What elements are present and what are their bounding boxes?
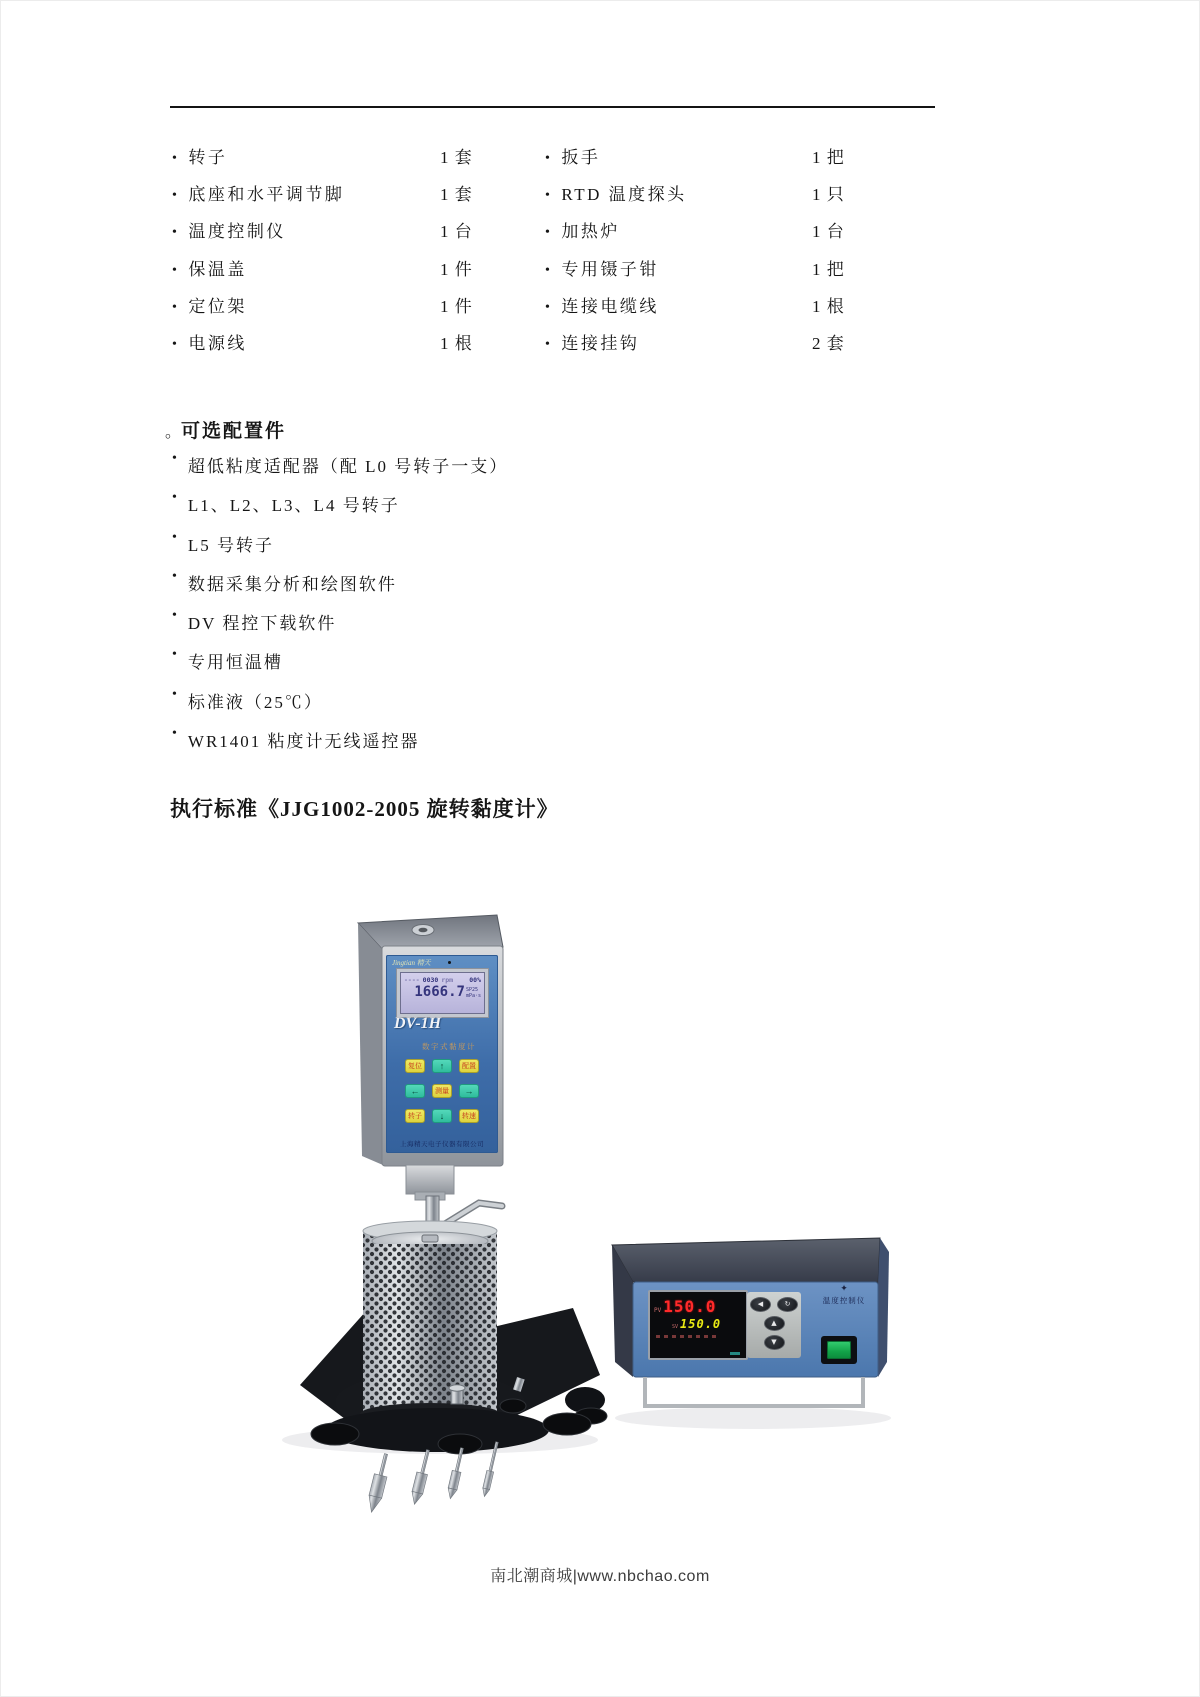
item-label: 扳手 [561,148,601,167]
list-item [172,531,508,570]
foot-knob [311,1423,359,1445]
list-item [172,329,440,354]
display-brand-mark [730,1352,740,1355]
section-title: 可选配置件 [181,421,287,442]
bullet-icon: • [545,262,553,278]
bullet-icon: • [172,336,180,352]
lcd-viscosity-unit: mPa·s [465,993,481,999]
bullet-icon: • [172,151,180,166]
list-item [172,143,440,168]
sv-label: SV [672,1324,679,1330]
item-label: L5 号转子 [187,535,275,555]
setup-return-button: ↻ [777,1297,798,1312]
item-qty: 1 根 [440,333,473,353]
brand-logo: Jingtian 精天 [392,959,431,967]
bullet-icon: • [172,451,179,466]
right-key: → [459,1084,479,1098]
viscometer-keypad [405,1059,479,1123]
pv-value: 150.0 [663,1297,717,1316]
item-qty: 1 把 [812,148,845,167]
list-item [172,727,508,766]
item-qty: 1 把 [812,259,845,279]
list-item [545,255,812,280]
item-qty: 1 套 [440,185,473,205]
list-item [545,217,812,242]
standard-heading: 执行标准《JJG1002-2005 旋转黏度计》 [170,797,559,821]
list-item [172,452,508,491]
list-item [172,648,508,687]
supplied-items-list [172,143,917,366]
controller-display [648,1290,748,1360]
item-label: 连接电缆线 [561,296,659,316]
bullet-icon: • [172,608,179,624]
item-qty: 1 只 [812,185,845,205]
bullet-icon: • [172,726,179,742]
item-label: WR1401 粘度计无线遥控器 [187,732,420,752]
optional-section-heading [165,416,286,443]
bullet-icon: • [545,336,553,352]
spindle [409,1449,433,1506]
spindle [365,1452,392,1513]
bullet-icon: • [545,225,553,241]
item-qty: 1 台 [812,222,845,242]
item-label: 保温盖 [188,259,247,279]
controller-name: 温度控制仪 [822,1296,866,1305]
bullet-icon: • [172,686,179,702]
list-item [172,255,440,280]
heating-furnace-cylinder [360,1221,500,1425]
item-label: 专用镊子钳 [561,259,659,279]
list-item [172,180,440,205]
item-qty: 1 根 [812,296,845,316]
list-item [172,292,440,317]
bullet-icon: • [172,225,180,241]
lcd-viscosity-value: 1666.7 [414,984,465,1000]
lcd-spindle-code: SP25 [465,987,478,993]
item-label: DV 程控下载软件 [187,614,337,634]
config-key: 配置 [459,1059,479,1073]
product-photo [255,840,895,1550]
bullet-icon: • [172,299,180,315]
item-qty: 1 件 [440,296,473,316]
list-item [172,570,508,609]
item-label: 定位架 [188,296,247,316]
item-label: 数据采集分析和绘图软件 [187,574,397,594]
bullet-icon: • [172,490,179,506]
item-label: 专用恒温槽 [187,653,283,673]
lcd-speed-unit: rpm [441,976,454,984]
sv-value: 150.0 [680,1317,722,1331]
list-item [172,688,508,727]
bullet-icon: • [545,151,553,166]
bullet-icon: • [545,299,553,315]
header-rule [170,106,935,108]
reset-key: 复位 [405,1059,425,1073]
foot-knob [543,1413,591,1435]
viscometer-lcd [400,972,485,1014]
decrease-button: ▼ [764,1335,785,1350]
model-subtitle: 数字式黏度计 [422,1042,476,1051]
power-rocker [827,1341,851,1359]
down-key: ↓ [432,1109,452,1123]
list-item [545,180,812,205]
wire-stand-bail [645,1377,863,1406]
footer-watermark: 南北潮商城|www.nbchao.com [490,1568,710,1585]
speaker-dot [448,961,451,964]
bullet-icon: • [172,568,179,584]
bullet-icon: • [172,262,180,278]
list-item [172,491,508,530]
pv-label: PV [654,1307,662,1314]
item-qty: 1 套 [440,148,473,167]
increase-button: ▲ [764,1316,785,1331]
indicator-row [656,1335,720,1338]
foot-knob [500,1399,526,1413]
item-label: 超低粘度适配器（配 L0 号转子一支） [187,457,509,476]
controller-shadow [615,1407,891,1429]
lcd-torque-percent: 00% [469,976,481,984]
controller-logo-icon: ✦ [840,1283,848,1293]
bullet-icon: • [172,188,180,204]
bullet-icon: • [172,647,179,663]
viscometer-front-panel [386,955,498,1153]
shift-left-button: ◀ [750,1297,771,1312]
power-switch [821,1336,857,1364]
optional-items-list [172,452,508,766]
controller-name-block [813,1284,875,1306]
item-label: 底座和水平调节脚 [188,185,345,205]
up-key: ↑ [432,1059,452,1073]
photo-illustration [255,840,895,1550]
bullet-icon: • [172,529,179,545]
item-label: 转子 [188,148,228,167]
manufacturer-label: 上海精天电子仪器有限公司 [400,1141,484,1148]
list-item [172,217,440,242]
lcd-dashes: ---- [404,976,420,984]
model-label: DV-1H [394,1015,442,1032]
controller-keypad [747,1292,801,1358]
item-label: 加热炉 [561,222,620,242]
item-qty: 1 件 [440,259,473,279]
item-label: 温度控制仪 [188,222,286,242]
spindle [446,1447,466,1500]
item-label: 电源线 [188,333,247,353]
item-label: L1、L2、L3、L4 号转子 [187,496,400,516]
bullet-icon: • [545,188,553,204]
left-key: ← [405,1084,425,1098]
list-item [172,609,508,648]
list-item [545,292,812,317]
speed-key: 转速 [459,1109,479,1123]
item-label: 标准液（25℃） [187,692,323,712]
item-label: RTD 温度探头 [561,185,687,205]
item-label: 连接挂钩 [561,333,640,353]
item-qty: 2 套 [812,333,845,353]
item-qty: 1 台 [440,222,473,242]
section-marker: 。 [165,424,182,441]
measure-key: 测量 [432,1084,452,1098]
list-item [545,143,812,168]
spindle-key: 转子 [405,1109,425,1123]
lcd-speed-value: 0030 [422,976,439,984]
list-item [545,329,812,354]
